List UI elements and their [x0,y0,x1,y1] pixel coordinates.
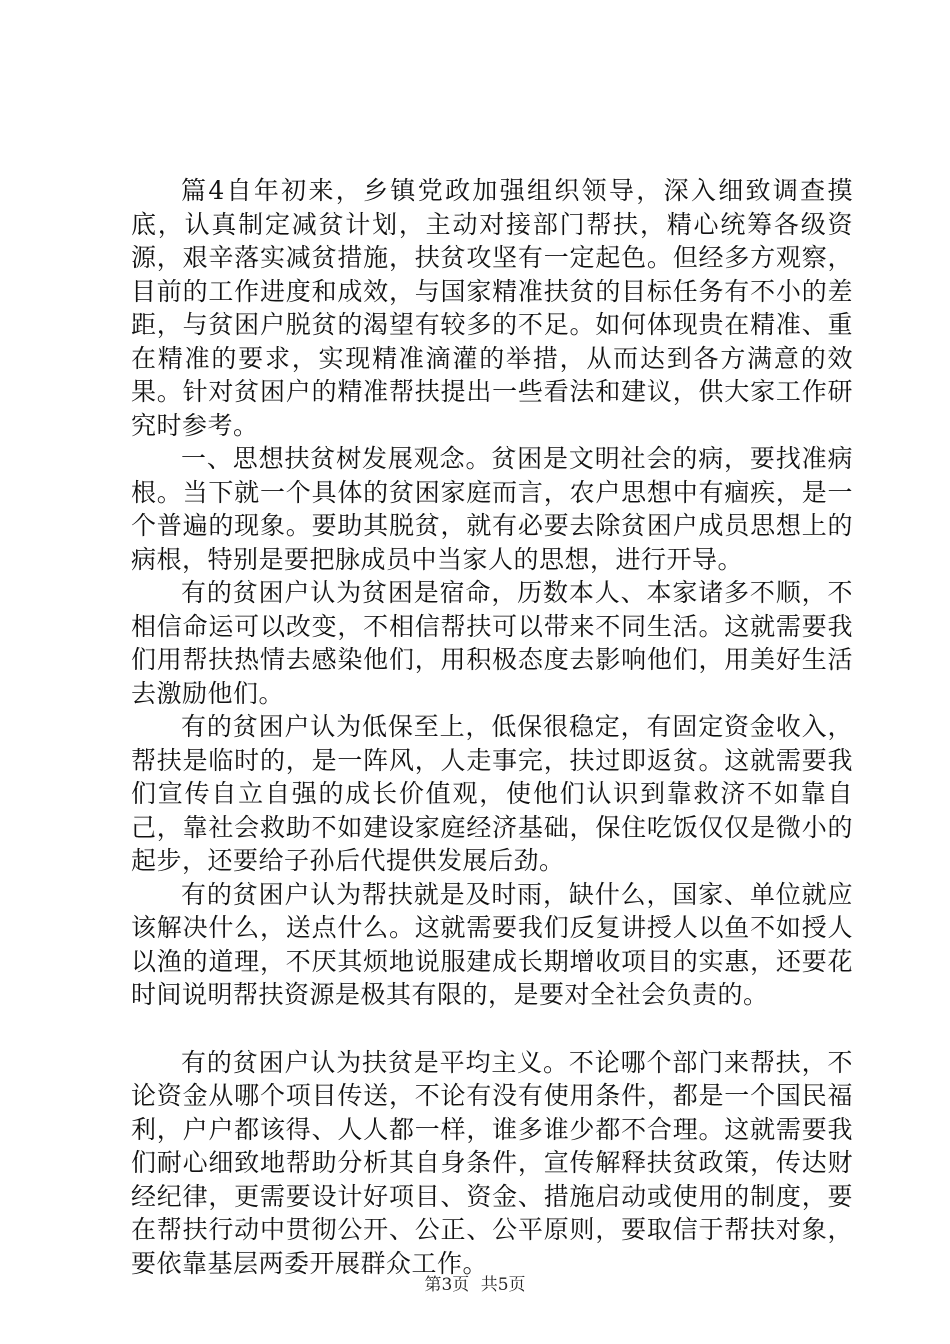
page-footer [0,1274,950,1296]
paragraph-egalitarianism: 有的贫困户认为扶贫是平均主义。不论哪个部门来帮扶，不论资金从哪个项目传送，不论有没有使用条件，都是一个国民福利，户户都该得、人人都一样，谁多谁少都不合理。这就需要我们耐心细致地帮助分析其自身条件，宣传解释扶贫政策，传达财经纪律，更需要设计好项目、资金、措施启动或使用的制度，要在帮扶行动中贯彻公开、公正、公平原则，要取信于帮扶对象，要依靠基层两委开展群众工作。 [131,1047,853,1278]
document-body [131,174,853,1280]
paragraph-intro: 篇4自年初来，乡镇党政加强组织领导，深入细致调查摸底，认真制定减贫计划，主动对接部门帮扶，精心统筹各级资源，艰辛落实减贫措施，扶贫攻坚有一定起色。但经多方观察，目前的工作进度和成效，与国家精准扶贫的目标任务有不小的差距，与贫困户脱贫的渴望有较多的不足。如何体现贵在精准、重在精准的要求，实现精准滴灌的举措，从而达到各方满意的效果。针对贫困户的精准帮扶提出一些看法和建议，供大家工作研究时参考。 [131,176,853,440]
paragraph-subsistence: 有的贫困户认为低保至上，低保很稳定，有固定资金收入，帮扶是临时的，是一阵风，人走事完，扶过即返贫。这就需要我们宣传自立自强的成长价值观，使他们认识到靠救济不如靠自己，靠社会救助不如建设家庭经济基础，保住吃饭仅仅是微小的起步，还要给子孙后代提供发展后劲。 [131,712,853,875]
page-number: 第3页 [424,1275,470,1295]
paragraph-section-one: 一、思想扶贫树发展观念。贫困是文明社会的病，要找准病根。当下就一个具体的贫困家庭而言，农户思想中有痼疾，是一个普遍的现象。要助其脱贫，就有必要去除贫困户成员思想上的病根，特别是要把脉成员中当家人的思想，进行开导。 [131,444,853,574]
paragraph-timely-rain: 有的贫困户认为帮扶就是及时雨，缺什么，国家、单位就应该解决什么，送点什么。这就需要我们反复讲授人以鱼不如授人以渔的道理，不厌其烦地说服建成长期增收项目的实惠，还要花时间说明帮扶资源是极其有限的，是要对全社会负责的。 [131,879,853,1009]
page-total: 共5页 [480,1275,526,1295]
paragraph-fatalism: 有的贫困户认为贫困是宿命，历数本人、本家诸多不顺，不相信命运可以改变，不相信帮扶可以带来不同生活。这就需要我们用帮扶热情去感染他们，用积极态度去影响他们，用美好生活去激励他们。 [131,578,853,708]
